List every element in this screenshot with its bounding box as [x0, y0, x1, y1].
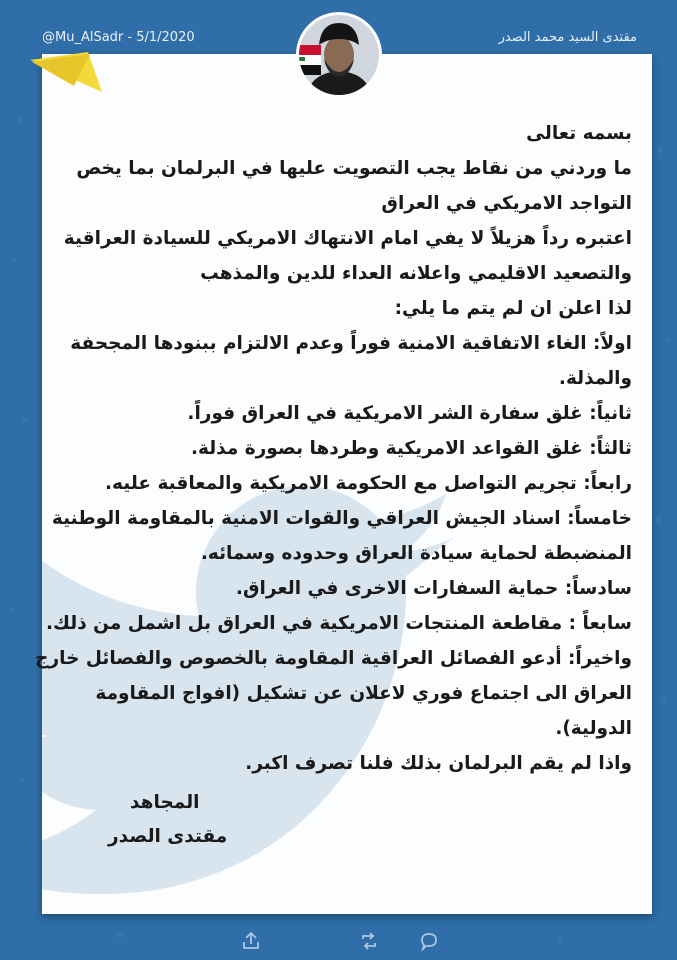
letter-line: سادساً: حماية السفارات الاخرى في العراق.: [235, 578, 632, 599]
tweet-actions: [0, 930, 677, 954]
share-icon[interactable]: [240, 930, 262, 952]
letter-line: واخيراً: أدعو الفصائل العراقية المقاومة بالخصوص والفصائل خارج: [35, 648, 632, 669]
signature-title: المجاهد: [130, 792, 200, 813]
letter-line: العراق الى اجتماع فوري لاعلان عن تشكيل (افواج المقاومة: [95, 683, 632, 704]
letter-line: اولاً: الغاء الاتفاقية الامنية فوراً وعدم الالتزام ببنودها المجحفة: [70, 333, 632, 354]
user-handle[interactable]: @Mu_AlSadr - 5/1/2020: [42, 30, 195, 45]
letter-line: ثانياً: غلق سفارة الشر الامريكية في العراق فوراً.: [187, 403, 632, 424]
letter-line: رابعاً: تجريم التواصل مع الحكومة الامريكية والمعاقبة عليه.: [105, 473, 632, 494]
letter-line: المنضبطة لحماية سيادة العراق وحدوده وسمائه.: [200, 543, 632, 564]
letter-line: والتصعيد الاقليمي واعلانه العداء للدين والمذهب: [200, 263, 632, 284]
letter-line: لذا اعلن ان لم يتم ما يلي:: [394, 298, 632, 319]
letter-body: [35, 116, 632, 781]
letter-line: سابعاً : مقاطعة المنتجات الامريكية في العراق بل اشمل من ذلك.: [46, 613, 632, 634]
avatar[interactable]: [296, 12, 382, 98]
letter-line: التواجد الامريكي في العراق: [381, 193, 632, 214]
page-fold-corner: [30, 52, 130, 122]
reply-icon[interactable]: [418, 930, 440, 952]
letter-line: ثالثاً: غلق القواعد الامريكية وطردها بصورة مذلة.: [190, 438, 632, 459]
letter-line: ما وردني من نقاط يجب التصويت عليها في البرلمان بما يخص: [76, 158, 632, 179]
author-name[interactable]: مقتدى السيد محمد الصدر: [498, 30, 637, 45]
retweet-icon[interactable]: [358, 930, 380, 952]
letter-line: واذا لم يقم البرلمان بذلك فلنا تصرف اكبر.: [245, 753, 632, 774]
letter-line: الدولية).: [555, 718, 632, 739]
letter-line: اعتبره رداً هزيلاً لا يفي امام الانتهاك الامريكي للسيادة العراقية: [63, 228, 632, 249]
signature-name: مقتدى الصدر: [108, 826, 228, 847]
letter-line: بسمه تعالى: [526, 123, 632, 144]
letter-line: والمذلة.: [558, 368, 632, 389]
portrait-image: [299, 15, 379, 95]
letter-line: خامساً: اسناد الجيش العراقي والقوات الامنية بالمقاومة الوطنية: [51, 508, 632, 529]
